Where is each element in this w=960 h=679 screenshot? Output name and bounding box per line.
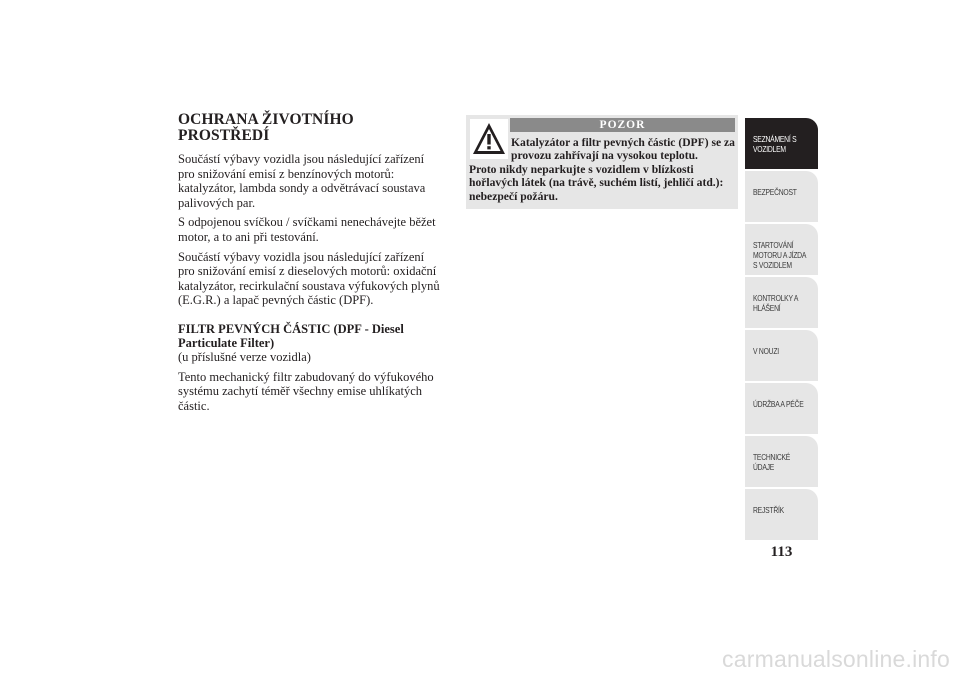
tab-technicke-udaje[interactable]	[745, 436, 818, 487]
watermark: carmanualsonline.info	[722, 646, 950, 672]
page-number: 113	[770, 544, 793, 560]
warning-text	[469, 136, 735, 203]
dpf-version-note: (u příslušné verze vozidla)	[178, 349, 311, 364]
tab-v-nouzi[interactable]	[745, 330, 818, 381]
tab-udrzba-a-pece[interactable]	[745, 383, 818, 434]
tab-label: KONTROLKY A HLÁŠENÍ	[753, 293, 799, 313]
dpf-paragraph: Tento mechanický filtr zabudovaný do výfukového systému zachytí téměř všechny emise uhlíkatých částic.	[178, 369, 434, 413]
warning-text-indented: Katalyzátor a filtr pevných částic (DPF) se za provozu zahřívají na vysokou teplotu.	[511, 136, 735, 163]
tab-rejstrik[interactable]	[745, 489, 818, 540]
tab-seznameni-s-vozidlem[interactable]	[745, 118, 818, 169]
tab-label: BEZPEČNOST	[753, 187, 797, 197]
tab-label: ÚDRŽBA A PÉČE	[753, 399, 804, 409]
paragraph-petrol-emissions: Součástí výbavy vozidla jsou následující zařízení pro snižování emisí z benzínových motorů: katalyzátor, lambda sondy a odvětrávací soustava palivových par.	[178, 152, 426, 210]
tab-kontrolky-a-hlaseni[interactable]	[745, 277, 818, 328]
warning-title: POZOR	[510, 118, 735, 132]
tab-label: STARTOVÁNÍ MOTORU A JÍZDA S VOZIDLEM	[753, 240, 807, 270]
paragraph-diesel-emissions: Součástí výbavy vozidla jsou následující zařízení pro snižování emisí z dieselových motorů: oxidační katalyzátor, recirkulační soustava výfukových plynů (E.G.R.) a lapač pevných částic (DPF).	[178, 249, 440, 308]
paragraph-spark-plug: S odpojenou svíčkou / svíčkami nenechávejte běžet motor, a to ani při testování.	[178, 215, 436, 244]
main-text-column	[178, 112, 440, 418]
tab-label: SEZNÁMENÍ S VOZIDLEM	[753, 134, 797, 154]
warning-box	[466, 115, 738, 209]
tab-bezpecnost[interactable]	[745, 171, 818, 222]
tab-label: REJSTŘÍK	[753, 505, 784, 515]
tab-label: V NOUZI	[753, 346, 779, 356]
chapter-tabs	[745, 118, 818, 542]
tab-label: TECHNICKÉ ÚDAJE	[753, 452, 791, 472]
dpf-heading: FILTR PEVNÝCH ČÁSTIC (DPF - Diesel Particulate Filter)	[178, 321, 404, 350]
warning-text-full: Proto nikdy neparkujte s vozidlem v blízkosti hořlavých látek (na trávě, suchém listí, jehličí atd.): nebezpečí požáru.	[469, 162, 724, 203]
tab-startovani-motoru[interactable]	[745, 224, 818, 275]
section-heading: OCHRANA ŽIVOTNÍHO PROSTŘEDÍ	[178, 111, 354, 144]
